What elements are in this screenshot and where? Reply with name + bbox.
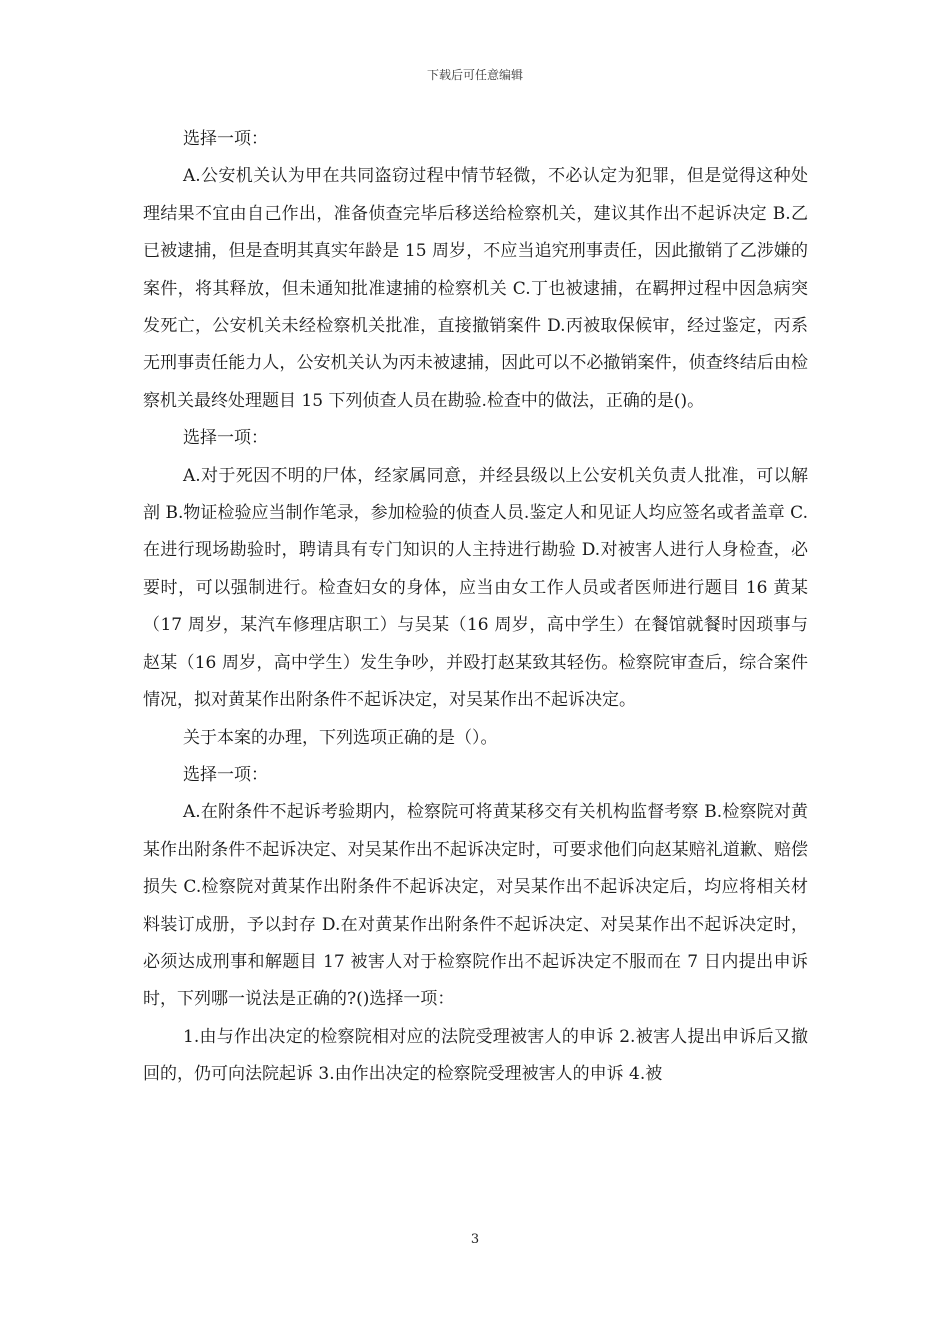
question-options-text: A.在附条件不起诉考验期内，检察院可将黄某移交有关机构监督考察 B.检察院对黄某作出附条件不起诉决定、对吴某作出不起诉决定时，可要求他们向赵某赔礼道歉、赔偿损失 C.检察院对黄某作出附条件不起诉决定，对吴某作出不起诉决定后，均应将相关材料装订成册，予以封存 D.在对黄某作出附条件不起诉决定、对吴某作出不起诉决定时，必须达成刑事和解题目 17 被害人对于检察院作出不起诉决定不服而在 7 日内提出申诉时，下列哪一说法是正确的?()选择一项： (143, 802, 808, 1010)
question-prompt: 选择一项： (183, 129, 268, 149)
document-body (143, 121, 808, 1094)
question-prompt: 选择一项： (183, 764, 268, 785)
question-options-text: 1.由与作出决定的检察院相对应的法院受理被害人的申诉 2.被害人提出申诉后又撤回的，仍可向法院起诉 3.由作出决定的检察院受理被害人的申诉 4.被 (143, 1026, 808, 1085)
question-options-text: A.对于死因不明的尸体，经家属同意，并经县级以上公安机关负责人批准，可以解剖 B.物证检验应当制作笔录，参加检验的侦查人员.鉴定人和见证人均应签名或者盖章 C.在进行现场勘验时，聘请具有专门知识的人主持进行勘验 D.对被害人进行人身检查，必要时，可以强制进行。检查妇女的身体，应当由女工作人员或者医师进行题目 16 黄某（17 周岁，某汽车修理店职工）与吴某（16 周岁，高中学生）在餐馆就餐时因琐事与赵某（16 周岁，高中学生）发生争吵，并殴打赵某致其轻伤。检察院审查后，综合案件情况，拟对黄某作出附条件不起诉决定，对吴某作出不起诉决定。 (143, 465, 808, 711)
question-options-text: A.公安机关认为甲在共同盗窃过程中情节轻微，不必认定为犯罪，但是觉得这种处理结果不宜由自己作出，准备侦查完毕后移送给检察机关，建议其作出不起诉决定 B.乙已被逮捕，但是查明其真实年龄是 15 周岁，不应当追究刑事责任，因此撤销了乙涉嫌的案件，将其释放，但未通知批准逮捕的检察机关 C.丁也被逮捕，在羁押过程中因急病突发死亡，公安机关未经检察机关批准，直接撤销案件 D.丙被取保候审，经过鉴定，丙系无刑事责任能力人，公安机关认为丙未被逮捕，因此可以不必撤销案件，侦查终结后由检察机关最终处理题目 15 下列侦查人员在勘验.检查中的做法，正确的是()。 (143, 166, 808, 411)
question-stem: 关于本案的办理，下列选项正确的是（）。 (183, 727, 498, 748)
question-prompt: 选择一项： (183, 428, 268, 449)
page-header: 下载后可任意编辑 (426, 68, 523, 82)
page-number: 3 (470, 1232, 480, 1247)
